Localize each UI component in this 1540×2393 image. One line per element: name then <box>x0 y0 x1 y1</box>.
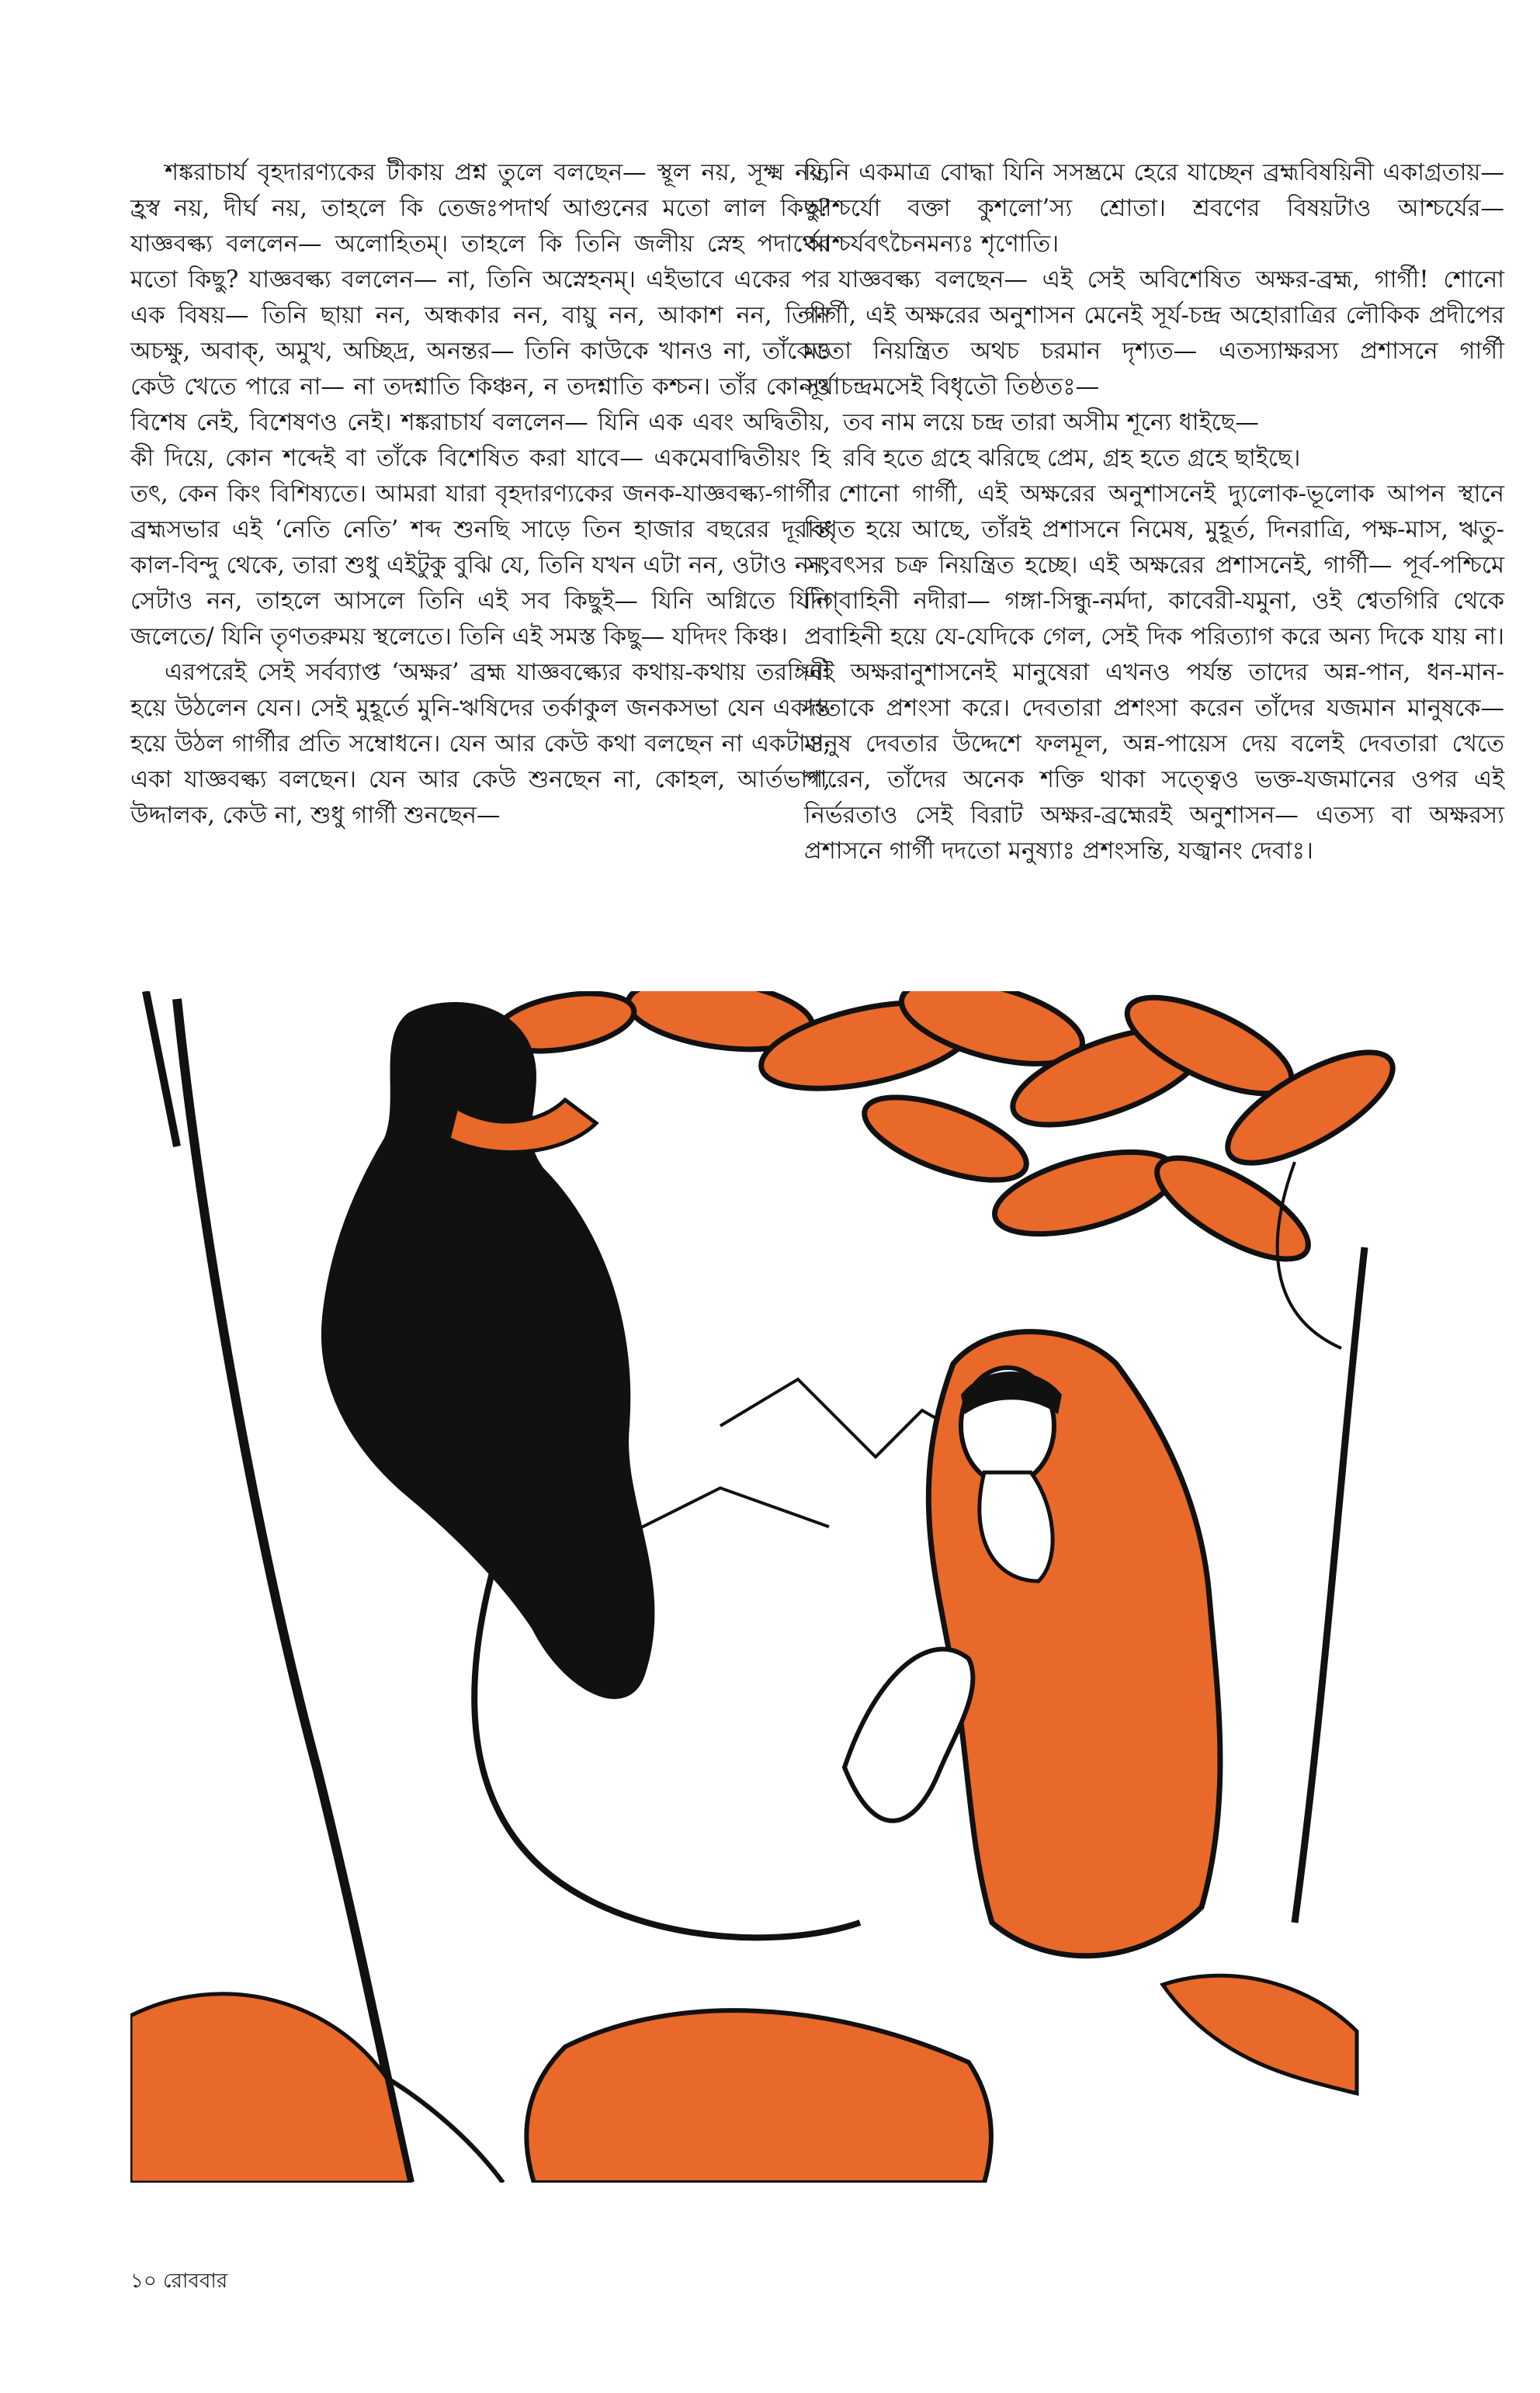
paragraph: এরপরেই সেই সর্বব্যাপ্ত ‘অক্ষর’ ব্রহ্ম যাজ্ঞবল্ক্যের কথায়-কথায় তরঙ্গিনী হয়ে উঠলেন যেন। সেই মুহূর্তে মুনি-ঋষিদের তর্কাকুল জনকসভা যেন একান্ত হয়ে উঠল গার্গীর প্রতি সম্বোধনে। যেন আর কেউ কথা বলছেন না একটাও, একা যাজ্ঞবল্ক্য বলছেন। যেন আর কেউ শুনছেন না, কোহল, আর্তভাগ, উদ্দালক, কেউ না, শুধু গার্গী শুনছেন— <box>130 659 831 829</box>
paragraph: যাজ্ঞবল্ক্য বলছেন— এই সেই অবিশেষিত অক্ষর-ব্রহ্ম, গার্গী! শোনো গার্গী, এই অক্ষরের অনুশাসন মেনেই সূর্য-চন্দ্র অহোরাত্রির লৌকিক প্রদীপের মতো নিয়ন্ত্রিত অথচ চরমান দৃশ্যত— এতস্যাক্ষরস্য প্রশাসনে গার্গী সূর্যাচন্দ্রমসেই বিধৃতৌ তিষ্ঠতঃ— <box>804 266 1504 401</box>
foliage <box>491 991 1407 1278</box>
article-column-left <box>130 155 831 834</box>
paragraph: তিনি একমাত্র বোদ্ধা যিনি সসম্ভ্রমে হেরে যাচ্ছেন ব্রহ্মবিষয়িনী একাগ্রতায়— আশ্চর্যো বক্তা কুশলো’স্য শ্রোতা। শ্রবণের বিষয়টাও আশ্চর্যের— আশ্চর্যবৎচৈনমন্যঃ শৃণোতি। <box>804 159 1504 258</box>
poem-line: রবি হতে গ্রহে ঝরিছে প্রেম, গ্রহ হতে গ্রহে ছাইছে। <box>843 445 1301 472</box>
illustration-yajnavalkya-gargi <box>130 991 1411 2183</box>
poem-line: তব নাম লয়ে চন্দ্র তারা অসীম শূন্যে ধাইছে— <box>843 409 1259 436</box>
paragraph: শঙ্করাচার্য বৃহদারণ্যকের টীকায় প্রশ্ন তুলে বলছেন— স্থূল নয়, সূক্ষ্ম নয়, হ্রস্ব নয়, দীর্ঘ নয়, তাহলে কি তেজঃপদার্থ আগুনের মতো লাল কিছু? যাজ্ঞবল্ক্য বললেন— অলোহিতম্। তাহলে কি তিনি জলীয় স্নেহ পদার্থের মতো কিছু? যাজ্ঞবল্ক্য বললেন— না, তিনি অস্নেহনম্। এইভাবে একের পর এক বিষয়— তিনি ছায়া নন, অন্ধকার নন, বায়ু নন, আকাশ নন, তিনি অচক্ষু, অবাক্, অমুখ, অচ্ছিদ্র, অনন্তর— তিনি কাউকে খানও না, তাঁকেও কেউ খেতে পারে না— না তদশ্নাতি কিঞ্চন, ন তদশ্নাতি কশ্চন। তাঁর কোনও বিশেষ নেই, বিশেষণও নেই। শঙ্করাচার্য বললেন— যিনি এক এবং অদ্বিতীয়, কী দিয়ে, কোন শব্দেই বা তাঁকে বিশেষিত করা যাবে— একমেবাদ্বিতীয়ং হি তৎ, কেন কিং বিশিষ্যতে। আমরা যারা বৃহদারণ্যকের জনক-যাজ্ঞবল্ক্য-গার্গীর ব্রহ্মসভার এই ‘নেতি নেতি’ শব্দ শুনছি সাড়ে তিন হাজার বছরের দূরান্ত কাল-বিন্দু থেকে, তারা শুধু এইটুকু বুঝি যে, তিনি যখন এটা নন, ওটাও নন, সেটাও নন, তাহলে আসলে তিনি এই সব কিছুই— যিনি অগ্নিতে যিনি জলেতে/ যিনি তৃণতরুময় স্থলেতে। তিনি এই সমস্ত কিছু— যদিদং কিঞ্চ। <box>130 159 831 650</box>
page-folio: ১০ রোববার <box>130 2270 228 2293</box>
paragraph: শোনো গার্গী, এই অক্ষরের অনুশাসনেই দ্যুলোক-ভূলোক আপন স্থানে বিধৃত হয়ে আছে, তাঁরই প্রশাসনে নিমেষ, মুহূর্ত, দিনরাত্রি, পক্ষ-মাস, ঋতু-সংবৎসর চক্র নিয়ন্ত্রিত হচ্ছে। এই অক্ষরের প্রশাসনেই, গার্গী— পূর্ব-পশ্চিমে দিগ্‌বাহিনী নদীরা— গঙ্গা-সিন্ধু-নর্মদা, কাবেরী-যমুনা, ওই শ্বেতগিরি থেকে প্রবাহিনী হয়ে যে-যেদিকে গেল, সেই দিক পরিত্যাগ করে অন্য দিকে যায় না। এই অক্ষরানুশাসনেই মানুষেরা এখনও পর্যন্ত তাদের অন্ন-পান, ধন-মান-দাতাকে প্রশংসা করে। দেবতারা প্রশংসা করেন তাঁদের যজমান মানুষকে— মানুষ দেবতার উদ্দেশে ফলমূল, অন্ন-পায়েস দেয় বলেই দেবতারা খেতে পারেন, তাঁদের অনেক শক্তি থাকা সত্ত্বেও ভক্ত-যজমানের ওপর এই নির্ভরতাও সেই বিরাট অক্ষর-ব্রহ্মেরই অনুশাসন— এতস্য বা অক্ষরস্য প্রশাসনে গার্গী দদতো মনুষ্যাঃ প্রশংসন্তি, যজ্বানং দেবাঃ। <box>804 480 1504 865</box>
article-column-right <box>804 155 1504 869</box>
